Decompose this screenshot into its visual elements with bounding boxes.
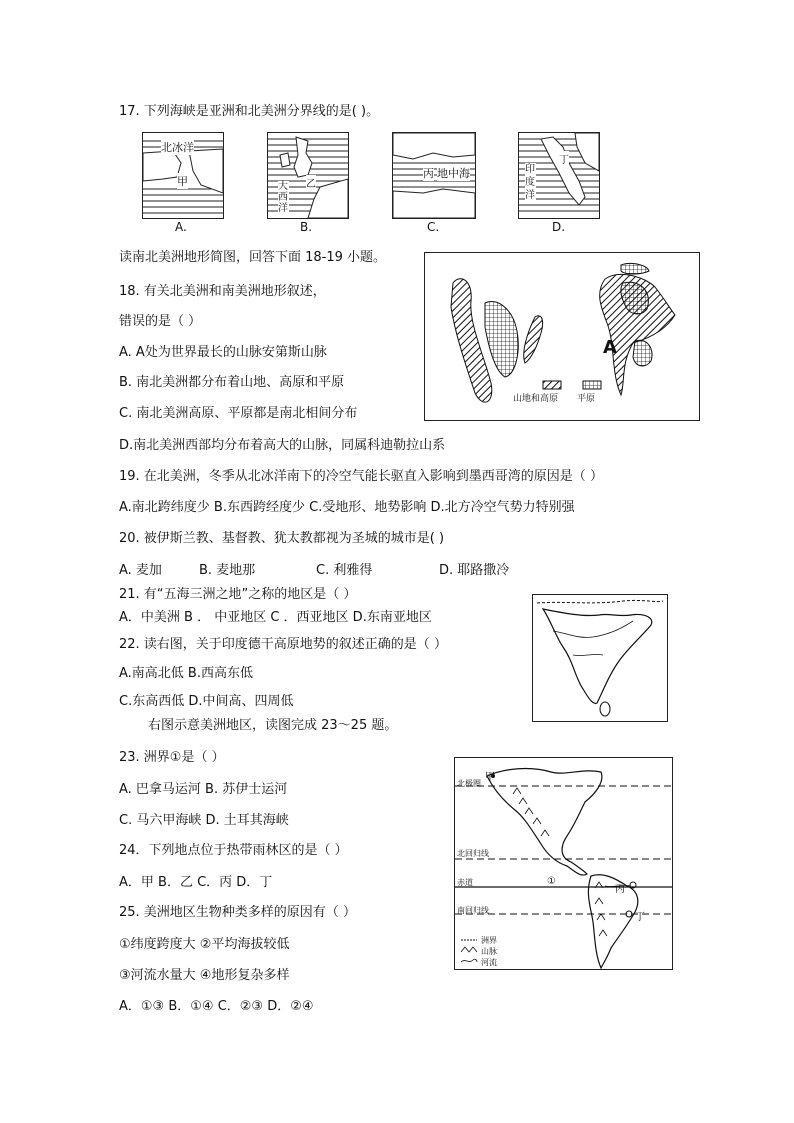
legend-mountain-label: 山地和高原 xyxy=(513,394,559,404)
map-d-label-ding: 丁 xyxy=(559,151,569,166)
q21-stem: 21. 有“五海三洲之地”之称的地区是（ ） xyxy=(119,587,357,602)
q17-map-d xyxy=(518,132,600,219)
map-c-label-med: 地中海 xyxy=(437,167,470,180)
q18-option-d: D.南北美洲西部均分布着高大的山脉，同属科迪勒拉山系 xyxy=(119,438,446,453)
q20-option-c: C. 利雅得 xyxy=(316,563,373,578)
q20-option-d: D. 耶路撒冷 xyxy=(439,563,510,578)
americas-legend-river: 河流 xyxy=(481,958,497,967)
q22-options-cd: C.东高西低 D.中间高、四周低 xyxy=(119,694,294,709)
map-d-label-indian xyxy=(525,163,536,202)
intro-18-19: 读南北美洲地形简图，回答下面 18-19 小题。 xyxy=(119,250,387,265)
q17-caption-a: A. xyxy=(175,220,187,234)
map-b-label-atlantic xyxy=(278,181,289,214)
q18-option-b: B. 南北美洲都分布着山地、高原和平原 xyxy=(119,375,345,390)
india-map xyxy=(532,594,668,722)
map-a-label-arctic: 北冰洋 xyxy=(161,141,194,154)
q25-options: A．①③ B．①④ C．②③ D．②④ xyxy=(119,999,314,1014)
q17-caption-d: D. xyxy=(552,220,566,234)
q18-stem-1: 18. 有关北美洲和南美洲地形叙述， xyxy=(119,284,326,299)
map-d-char-3: 洋 xyxy=(525,190,535,201)
q21-options: A．中美洲 B ． 中亚地区 C ．西亚地区 D.东南亚地区 xyxy=(119,610,432,625)
q22-stem: 22. 读右图，关于印度德干高原地势的叙述正确的是（ ） xyxy=(119,637,447,652)
map-b-char-3: 洋 xyxy=(278,203,288,214)
q20-stem: 20. 被伊斯兰教、基督教、犹太教都视为圣城的城市是( ) xyxy=(119,531,445,546)
q19-options: A.南北跨纬度少 B.东西跨经度少 C.受地形、地势影响 D.北方冷空气势力特别强 xyxy=(119,500,575,515)
q20-option-b: B. 麦地那 xyxy=(199,563,256,578)
map-c-label-bing: 丙 xyxy=(423,167,434,180)
map-a-label-jia: 甲 xyxy=(177,175,188,188)
americas-ding-label: 丁 xyxy=(635,912,645,923)
americas-bing-label: 丙 xyxy=(615,884,625,895)
q17-map-b xyxy=(267,132,349,219)
americas-isthmus-label: ① xyxy=(547,876,556,887)
q25-line-2: ③河流水量大 ④地形复杂多样 xyxy=(119,968,290,983)
q18-option-a: A. A处为世界最长的山脉安第斯山脉 xyxy=(119,345,327,360)
americas-arctic-circle-label: 北极圈 xyxy=(457,779,481,788)
americas-tropic-cancer-label: 北回归线 xyxy=(457,849,489,858)
americas-jia-label: 甲 xyxy=(485,772,495,783)
map-b-label-yi: 乙 xyxy=(306,175,316,190)
q22-options-ab: A.南高北低 B.西高东低 xyxy=(119,666,253,681)
q23-stem: 23. 洲界①是（ ） xyxy=(119,750,225,765)
q19-stem: 19. 在北美洲，冬季从北冰洋南下的冷空气能长驱直入影响到墨西哥湾的原因是（ ） xyxy=(119,469,603,484)
q18-option-c: C. 南北美洲高原、平原都是南北相间分布 xyxy=(119,406,358,421)
americas-equator-label: 赤道 xyxy=(457,878,473,887)
map-b-char-1: 大 xyxy=(278,181,288,192)
map-d-char-2: 度 xyxy=(525,177,535,188)
americas-tropic-capricorn-label: 南回归线 xyxy=(457,906,489,915)
q17-caption-c: C. xyxy=(427,220,440,234)
terrain-map-marker-a: A xyxy=(603,337,617,358)
q25-line-1: ①纬度跨度大 ②平均海拔较低 xyxy=(119,937,290,952)
americas-map xyxy=(454,757,673,970)
q24-options: A．甲 B．乙 C．丙 D．丁 xyxy=(119,875,273,890)
americas-legend-border: 洲界 xyxy=(481,936,497,945)
q17-map-c xyxy=(392,132,476,219)
q24-stem: 24．下列地点位于热带雨林区的是（ ） xyxy=(119,843,348,858)
q23-options-ab: A. 巴拿马运河 B. 苏伊士运河 xyxy=(119,782,288,797)
q20-option-a: A. 麦加 xyxy=(119,563,162,578)
q17-map-a xyxy=(142,132,224,219)
legend-plain-label: 平原 xyxy=(577,394,596,404)
q25-stem: 25. 美洲地区生物种类多样的原因有（ ） xyxy=(119,905,356,920)
q23-options-cd: C. 马六甲海峡 D. 土耳其海峡 xyxy=(119,813,289,828)
q17-stem: 17. 下列海峡是亚洲和北美洲分界线的是( )。 xyxy=(119,104,380,119)
americas-legend-mountain: 山脉 xyxy=(481,947,497,956)
map-b-char-2: 西 xyxy=(278,192,288,203)
americas-terrain-map xyxy=(424,252,700,421)
q18-stem-2: 错误的是（ ） xyxy=(119,314,202,329)
q17-caption-b: B. xyxy=(300,220,313,234)
intro-23-25: 右图示意美洲地区，读图完成 23～25 题。 xyxy=(148,718,398,733)
map-d-char-1: 印 xyxy=(525,164,535,175)
